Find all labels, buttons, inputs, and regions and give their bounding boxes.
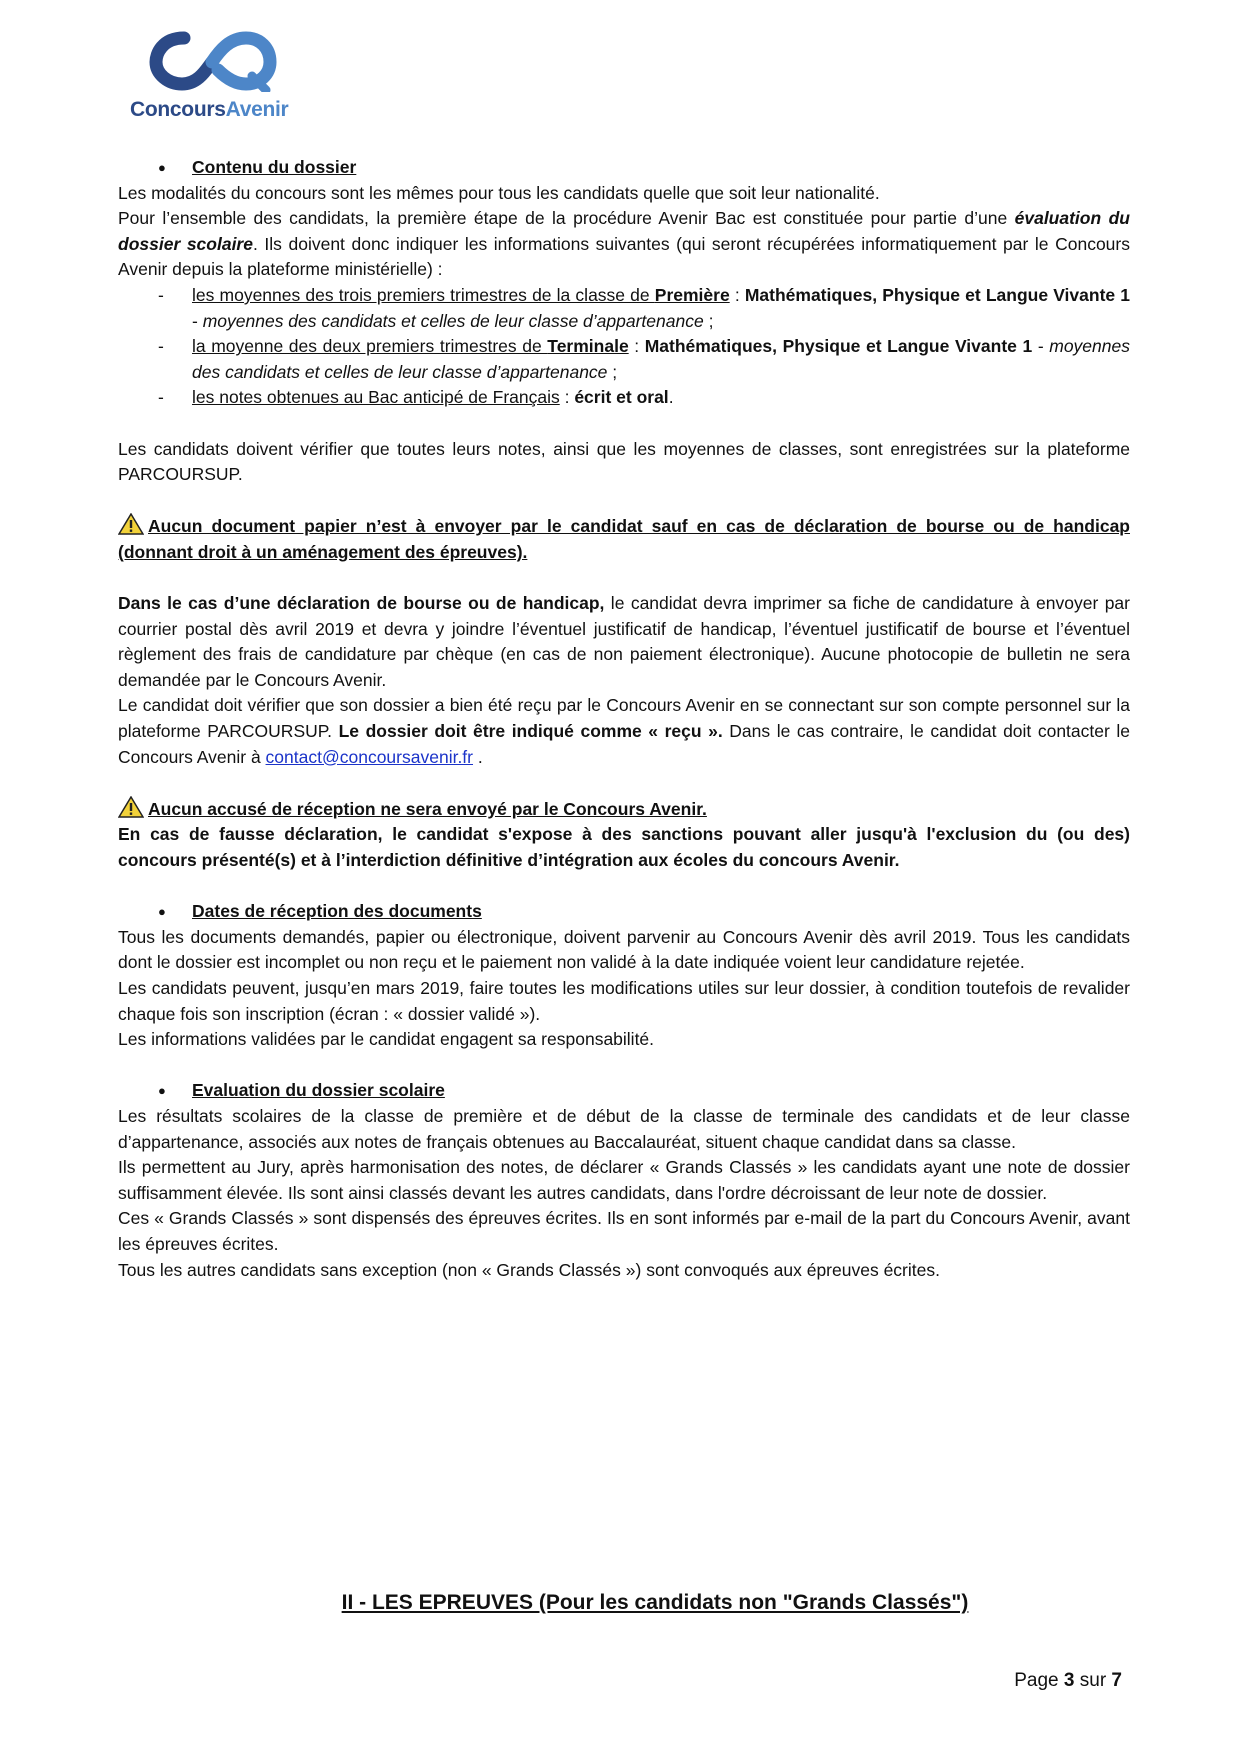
section-heading-dates: ● Dates de réception des documents [158,901,482,922]
warning-notice: Aucun document papier n’est à envoyer par le candidat sauf en cas de déclaration de bourse ou de handicap (donnant droit à un aménagement des épreuves). [118,513,1130,565]
section-heading-evaluation: ● Evaluation du dossier scolaire [158,1080,445,1101]
paragraph: Les informations validées par le candidat engagent sa responsabilité. [118,1029,655,1050]
warning-icon [118,513,144,535]
paragraph: Ils permettent au Jury, après harmonisation des notes, de déclarer « Grands Classés » les candidats ayant une note de dossier suffisamment élevée. Ils sont ainsi classés devant les autres candidats, dans l'ordre décroissant de leur note de dossier. [118,1157,1130,1203]
paragraph: Le candidat doit vérifier que son dossier a bien été reçu par le Concours Avenir en se connectant sur son compte personnel sur la plateforme PARCOURSUP. Le dossier doit être indiqué comme « reçu ». Dans le cas contraire, le candidat doit contacter le Concours Avenir à contact@concoursavenir.fr . [118,695,1131,767]
paragraph: Les candidats peuvent, jusqu’en mars 2019, faire toutes les modifications utiles sur leur dossier, à condition toutefois de revalider chaque fois son inscription (écran : « dossier validé »). [118,978,1130,1024]
paragraph: Ces « Grands Classés » sont dispensés des épreuves écrites. Ils en sont informés par e-mail de la part du Concours Avenir, avant les épreuves écrites. [118,1208,1130,1254]
warning-icon [118,796,144,818]
paragraph: Tous les autres candidats sans exception (non « Grands Classés ») sont convoqués aux épreuves écrites. [118,1259,940,1280]
paragraph: Les candidats doivent vérifier que toutes leurs notes, ainsi que les moyennes de classes, sont enregistrées sur la plateforme PARCOURSUP. [118,438,1130,485]
logo-wordmark: ConcoursAvenir [130,98,289,121]
paragraph: Pour l’ensemble des candidats, la première étape de la procédure Avenir Bac est constituée pour partie d’une évaluation du dossier scolaire. Ils doivent donc indiquer les informations suivantes (qui seront récupérées informatiquement par le Concours Avenir depuis la plateforme ministérielle) : [118,208,1130,280]
contact-email-link[interactable]: contact@concoursavenir.fr [265,746,473,767]
paragraph: Dans le cas d’une déclaration de bourse ou de handicap, le candidat devra imprimer sa fiche de candidature à envoyer par courrier postal dès avril 2019 et devra y joindre l’éventuel justificatif de handicap, l’éventuel justificatif de bourse et l’éventuel règlement des frais de candidature par chèque (en cas de non paiement électronique). Aucune photocopie de bulletin ne sera demandée par le Concours Avenir. [118,593,1130,690]
list-item: - les notes obtenues au Bac anticipé de Français : écrit et oral. [158,387,674,408]
page-number: Page 3 sur 7 [1014,1670,1122,1691]
list-item: - les moyennes des trois premiers trimestres de la classe de Première : Mathématiques, Physique et Langue Vivante 1 - moyennes des candidats et celles de leur classe d’appartenance ; [158,284,1131,331]
paragraph: Tous les documents demandés, papier ou électronique, doivent parvenir au Concours Avenir dès avril 2019. Tous les candidats dont le dossier est incomplet ou non reçu et le paiement non validé à la date indiquée voient leur candidature rejetée. [118,926,1130,973]
document-body [118,155,1130,1283]
section-title-epreuves: II - LES EPREUVES (Pour les candidats non "Grands Classés") [341,1591,969,1614]
warning-notice: Aucun accusé de réception ne sera envoyé par le Concours Avenir. [118,796,1130,823]
infinity-logo-icon [148,30,278,92]
paragraph: Les modalités du concours sont les mêmes pour tous les candidats quelle que soit leur nationalité. [118,182,880,203]
concours-avenir-logo [128,30,318,130]
section-heading-contenu: ● Contenu du dossier [158,157,357,177]
paragraph: En cas de fausse déclaration, le candidat s'expose à des sanctions pouvant aller jusqu'à l'exclusion du (ou des) concours présenté(s) et à l’interdiction définitive d’intégration aux écoles du concours Avenir. [118,824,1130,871]
list-item: - la moyenne des deux premiers trimestres de Terminale : Mathématiques, Physique et Langue Vivante 1 - moyennes des candidats et celles de leur classe d’appartenance ; [158,336,1130,382]
paragraph: Les résultats scolaires de la classe de première et de début de la classe de terminale des candidats et de leur classe d’appartenance, associés aux notes de français obtenues au Baccalauréat, situent chaque candidat dans sa classe. [118,1105,1130,1152]
